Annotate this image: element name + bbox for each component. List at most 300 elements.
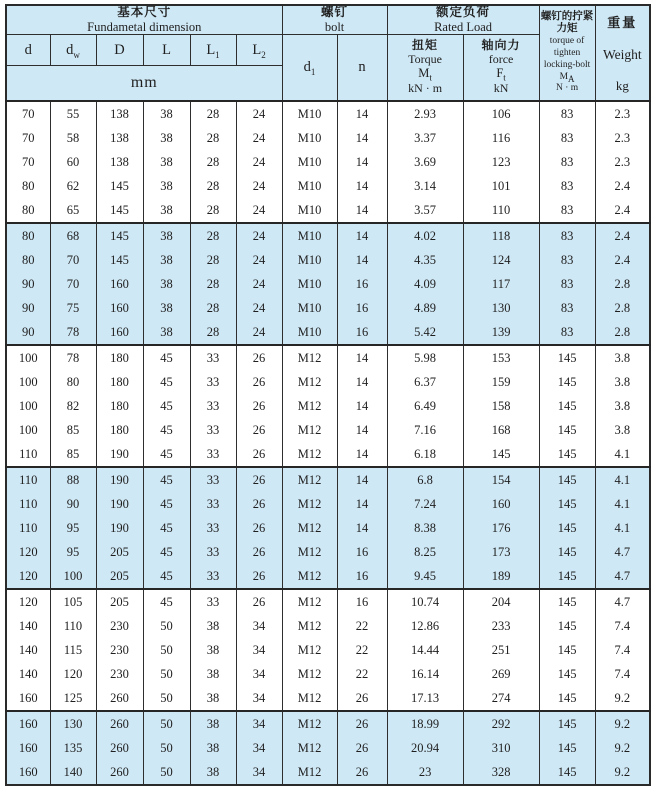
cell-L1: 33 [190, 564, 236, 589]
cell-force: 118 [463, 223, 539, 248]
cell-n: 14 [337, 174, 387, 198]
cell-ma: 145 [539, 492, 595, 516]
cell-L: 50 [143, 662, 190, 686]
force-symbol: $F_t$ [496, 66, 506, 83]
cell-D: 138 [96, 126, 143, 150]
cell-D: 205 [96, 589, 143, 614]
cell-D: 180 [96, 394, 143, 418]
table-row [6, 174, 650, 198]
cell-ma: 145 [539, 370, 595, 394]
cell-weight: 2.4 [595, 223, 650, 248]
cell-ma: 83 [539, 296, 595, 320]
header-tighten-symbol: $M_A$ [559, 71, 575, 84]
cell-weight: 2.4 [595, 198, 650, 223]
cell-d1: M10 [282, 150, 337, 174]
cell-torque: 17.13 [387, 686, 463, 711]
cell-ma: 83 [539, 198, 595, 223]
cell-force: 173 [463, 540, 539, 564]
cell-d: 100 [6, 418, 50, 442]
cell-L2: 24 [236, 174, 282, 198]
cell-dw: 110 [50, 614, 96, 638]
cell-L2: 34 [236, 638, 282, 662]
cell-torque: 6.18 [387, 442, 463, 467]
cell-L1: 28 [190, 223, 236, 248]
cell-L2: 24 [236, 320, 282, 345]
cell-weight: 2.4 [595, 174, 650, 198]
cell-d: 70 [6, 101, 50, 126]
cell-force: 124 [463, 248, 539, 272]
cell-D: 190 [96, 516, 143, 540]
header-dim-zh: 基本尺寸 [117, 5, 172, 19]
cell-n: 14 [337, 418, 387, 442]
header-load-zh: 额定负荷 [436, 5, 491, 19]
table-row [6, 394, 650, 418]
cell-d: 160 [6, 711, 50, 736]
torque-symbol: $M_t$ [418, 66, 432, 83]
cell-ma: 83 [539, 320, 595, 345]
cell-ma: 145 [539, 686, 595, 711]
cell-n: 14 [337, 101, 387, 126]
cell-D: 205 [96, 564, 143, 589]
header-tighten-en1: torque of [549, 35, 585, 46]
table-row [6, 370, 650, 394]
cell-n: 14 [337, 394, 387, 418]
cell-L2: 24 [236, 248, 282, 272]
cell-dw: 68 [50, 223, 96, 248]
cell-torque: 3.57 [387, 198, 463, 223]
table-row [6, 345, 650, 370]
cell-L: 50 [143, 736, 190, 760]
cell-L2: 34 [236, 662, 282, 686]
cell-L: 50 [143, 686, 190, 711]
table-row [6, 320, 650, 345]
cell-D: 160 [96, 320, 143, 345]
header-tighten-en3: locking-bolt [543, 59, 591, 70]
cell-torque: 9.45 [387, 564, 463, 589]
cell-torque: 4.89 [387, 296, 463, 320]
table-row [6, 418, 650, 442]
cell-L2: 26 [236, 345, 282, 370]
cell-L1: 28 [190, 174, 236, 198]
cell-weight: 2.3 [595, 101, 650, 126]
cell-d: 120 [6, 589, 50, 614]
cell-dw: 100 [50, 564, 96, 589]
cell-weight: 2.3 [595, 150, 650, 174]
table-row [6, 760, 650, 785]
cell-L1: 33 [190, 442, 236, 467]
col-header-n: n [337, 35, 387, 102]
col-header-force [463, 35, 539, 102]
cell-dw: 85 [50, 418, 96, 442]
cell-ma: 145 [539, 418, 595, 442]
cell-L: 50 [143, 638, 190, 662]
cell-ma: 145 [539, 662, 595, 686]
cell-L1: 33 [190, 540, 236, 564]
cell-n: 14 [337, 516, 387, 540]
cell-dw: 135 [50, 736, 96, 760]
cell-ma: 145 [539, 736, 595, 760]
table-row [6, 662, 650, 686]
col-header-L2: $L_2$ [236, 35, 282, 66]
cell-L1: 38 [190, 662, 236, 686]
cell-force: 139 [463, 320, 539, 345]
header-tighten-en2: tighten [553, 47, 581, 58]
cell-L: 38 [143, 272, 190, 296]
cell-L: 45 [143, 418, 190, 442]
cell-L1: 28 [190, 272, 236, 296]
cell-torque: 20.94 [387, 736, 463, 760]
cell-dw: 70 [50, 272, 96, 296]
cell-L: 38 [143, 248, 190, 272]
cell-ma: 145 [539, 638, 595, 662]
cell-dw: 90 [50, 492, 96, 516]
cell-d: 160 [6, 686, 50, 711]
cell-L2: 24 [236, 223, 282, 248]
cell-L2: 34 [236, 711, 282, 736]
cell-L1: 28 [190, 101, 236, 126]
cell-L1: 38 [190, 686, 236, 711]
cell-dw: 75 [50, 296, 96, 320]
cell-torque: 3.69 [387, 150, 463, 174]
cell-L: 45 [143, 345, 190, 370]
cell-dw: 70 [50, 248, 96, 272]
cell-D: 190 [96, 442, 143, 467]
cell-d1: M12 [282, 418, 337, 442]
cell-d: 100 [6, 370, 50, 394]
cell-force: 158 [463, 394, 539, 418]
cell-d: 80 [6, 174, 50, 198]
cell-d: 120 [6, 564, 50, 589]
cell-d: 90 [6, 320, 50, 345]
cell-ma: 145 [539, 442, 595, 467]
cell-weight: 4.7 [595, 540, 650, 564]
cell-d: 100 [6, 394, 50, 418]
table-row [6, 248, 650, 272]
cell-n: 14 [337, 442, 387, 467]
cell-d1: M12 [282, 540, 337, 564]
cell-D: 205 [96, 540, 143, 564]
force-zh: 轴向力 [481, 38, 521, 53]
cell-ma: 145 [539, 614, 595, 638]
cell-L2: 24 [236, 272, 282, 296]
cell-torque: 8.38 [387, 516, 463, 540]
cell-L2: 26 [236, 442, 282, 467]
cell-n: 26 [337, 760, 387, 785]
cell-force: 154 [463, 467, 539, 492]
table-row [6, 589, 650, 614]
table-row [6, 126, 650, 150]
cell-d1: M12 [282, 564, 337, 589]
cell-torque: 5.42 [387, 320, 463, 345]
cell-weight: 3.8 [595, 370, 650, 394]
cell-weight: 2.8 [595, 296, 650, 320]
cell-d: 100 [6, 345, 50, 370]
table-row [6, 614, 650, 638]
cell-weight: 9.2 [595, 736, 650, 760]
cell-D: 260 [96, 736, 143, 760]
unit-mm-cell: mm [6, 66, 282, 102]
cell-L2: 24 [236, 150, 282, 174]
cell-d: 80 [6, 223, 50, 248]
cell-ma: 145 [539, 345, 595, 370]
cell-L2: 24 [236, 296, 282, 320]
cell-D: 145 [96, 198, 143, 223]
cell-ma: 145 [539, 467, 595, 492]
cell-weight: 9.2 [595, 711, 650, 736]
cell-n: 16 [337, 564, 387, 589]
cell-D: 145 [96, 174, 143, 198]
cell-dw: 130 [50, 711, 96, 736]
cell-L1: 28 [190, 296, 236, 320]
cell-dw: 55 [50, 101, 96, 126]
cell-dw: 88 [50, 467, 96, 492]
cell-L2: 34 [236, 614, 282, 638]
cell-weight: 4.1 [595, 492, 650, 516]
cell-L: 38 [143, 198, 190, 223]
table-row [6, 223, 650, 248]
cell-torque: 4.35 [387, 248, 463, 272]
cell-ma: 83 [539, 101, 595, 126]
cell-dw: 60 [50, 150, 96, 174]
cell-ma: 83 [539, 126, 595, 150]
cell-n: 26 [337, 736, 387, 760]
cell-L: 45 [143, 540, 190, 564]
cell-L: 45 [143, 492, 190, 516]
cell-torque: 6.37 [387, 370, 463, 394]
cell-force: 106 [463, 101, 539, 126]
cell-D: 145 [96, 223, 143, 248]
torque-zh: 扭矩 [412, 38, 439, 53]
cell-D: 145 [96, 248, 143, 272]
cell-n: 26 [337, 686, 387, 711]
cell-dw: 82 [50, 394, 96, 418]
cell-torque: 2.93 [387, 101, 463, 126]
cell-torque: 5.98 [387, 345, 463, 370]
cell-ma: 145 [539, 516, 595, 540]
cell-D: 230 [96, 638, 143, 662]
cell-d: 110 [6, 492, 50, 516]
cell-L: 38 [143, 101, 190, 126]
cell-n: 22 [337, 614, 387, 638]
cell-weight: 7.4 [595, 638, 650, 662]
cell-ma: 83 [539, 248, 595, 272]
header-load-en: Rated Load [434, 19, 493, 34]
cell-D: 260 [96, 686, 143, 711]
cell-force: 101 [463, 174, 539, 198]
cell-L2: 26 [236, 516, 282, 540]
cell-weight: 4.7 [595, 589, 650, 614]
header-weight [595, 5, 650, 101]
cell-dw: 58 [50, 126, 96, 150]
force-en: force [488, 51, 514, 66]
cell-L2: 24 [236, 126, 282, 150]
cell-d1: M12 [282, 516, 337, 540]
cell-L1: 38 [190, 760, 236, 785]
cell-torque: 12.86 [387, 614, 463, 638]
cell-L: 38 [143, 150, 190, 174]
cell-weight: 2.8 [595, 320, 650, 345]
cell-force: 274 [463, 686, 539, 711]
cell-L2: 26 [236, 540, 282, 564]
cell-L: 45 [143, 589, 190, 614]
cell-d1: M10 [282, 126, 337, 150]
table-row [6, 101, 650, 126]
cell-L1: 38 [190, 638, 236, 662]
cell-force: 310 [463, 736, 539, 760]
cell-L2: 24 [236, 101, 282, 126]
cell-force: 110 [463, 198, 539, 223]
cell-weight: 2.8 [595, 272, 650, 296]
cell-d: 90 [6, 272, 50, 296]
cell-L2: 34 [236, 686, 282, 711]
cell-weight: 4.1 [595, 442, 650, 467]
cell-L2: 26 [236, 492, 282, 516]
cell-n: 16 [337, 320, 387, 345]
table-row [6, 442, 650, 467]
cell-weight: 2.3 [595, 126, 650, 150]
cell-D: 138 [96, 101, 143, 126]
col-header-d: d [6, 35, 50, 66]
cell-L1: 38 [190, 614, 236, 638]
header-weight-zh: 重量 [607, 15, 638, 31]
cell-L: 45 [143, 394, 190, 418]
cell-d1: M12 [282, 492, 337, 516]
torque-en: Torque [408, 51, 442, 66]
cell-D: 260 [96, 760, 143, 785]
cell-d: 110 [6, 467, 50, 492]
cell-torque: 6.49 [387, 394, 463, 418]
cell-L1: 33 [190, 345, 236, 370]
cell-weight: 3.8 [595, 418, 650, 442]
cell-d1: M12 [282, 614, 337, 638]
cell-force: 189 [463, 564, 539, 589]
cell-d: 80 [6, 248, 50, 272]
cell-weight: 2.4 [595, 248, 650, 272]
cell-n: 16 [337, 272, 387, 296]
cell-dw: 105 [50, 589, 96, 614]
cell-d1: M12 [282, 370, 337, 394]
cell-D: 180 [96, 345, 143, 370]
cell-D: 180 [96, 418, 143, 442]
cell-d1: M10 [282, 198, 337, 223]
table-row [6, 564, 650, 589]
table-header [6, 5, 650, 101]
table-row [6, 272, 650, 296]
cell-dw: 78 [50, 320, 96, 345]
table-row [6, 638, 650, 662]
cell-torque: 7.24 [387, 492, 463, 516]
cell-force: 117 [463, 272, 539, 296]
cell-dw: 115 [50, 638, 96, 662]
cell-weight: 4.1 [595, 516, 650, 540]
cell-dw: 80 [50, 370, 96, 394]
cell-d1: M12 [282, 589, 337, 614]
table-row [6, 492, 650, 516]
cell-L: 38 [143, 320, 190, 345]
cell-L2: 26 [236, 589, 282, 614]
cell-force: 269 [463, 662, 539, 686]
cell-d: 120 [6, 540, 50, 564]
cell-d1: M12 [282, 760, 337, 785]
cell-D: 190 [96, 492, 143, 516]
table-row [6, 516, 650, 540]
cell-ma: 83 [539, 223, 595, 248]
cell-L1: 33 [190, 467, 236, 492]
cell-force: 130 [463, 296, 539, 320]
cell-L1: 33 [190, 370, 236, 394]
cell-force: 204 [463, 589, 539, 614]
cell-L2: 26 [236, 418, 282, 442]
cell-force: 233 [463, 614, 539, 638]
cell-n: 14 [337, 223, 387, 248]
cell-L1: 33 [190, 418, 236, 442]
cell-L1: 33 [190, 394, 236, 418]
cell-ma: 83 [539, 174, 595, 198]
cell-L1: 28 [190, 320, 236, 345]
cell-d1: M12 [282, 686, 337, 711]
cell-n: 14 [337, 198, 387, 223]
cell-L2: 34 [236, 760, 282, 785]
cell-D: 230 [96, 614, 143, 638]
cell-n: 14 [337, 345, 387, 370]
cell-D: 230 [96, 662, 143, 686]
cell-L: 50 [143, 711, 190, 736]
cell-L2: 26 [236, 394, 282, 418]
cell-dw: 85 [50, 442, 96, 467]
cell-force: 123 [463, 150, 539, 174]
cell-L2: 26 [236, 564, 282, 589]
cell-d1: M10 [282, 101, 337, 126]
cell-L: 50 [143, 760, 190, 785]
header-tighten-zh1: 螺钉的拧紧 [540, 10, 594, 22]
cell-d1: M12 [282, 345, 337, 370]
cell-d: 110 [6, 516, 50, 540]
cell-L: 45 [143, 516, 190, 540]
col-header-L1: $L_1$ [190, 35, 236, 66]
cell-d1: M10 [282, 296, 337, 320]
cell-D: 260 [96, 711, 143, 736]
cell-weight: 7.4 [595, 662, 650, 686]
cell-weight: 9.2 [595, 760, 650, 785]
cell-force: 251 [463, 638, 539, 662]
cell-dw: 125 [50, 686, 96, 711]
header-weight-en: Weight [602, 46, 642, 62]
cell-n: 14 [337, 150, 387, 174]
cell-dw: 95 [50, 516, 96, 540]
cell-d: 160 [6, 760, 50, 785]
cell-L1: 33 [190, 492, 236, 516]
cell-L1: 28 [190, 126, 236, 150]
cell-d1: M12 [282, 394, 337, 418]
cell-L1: 33 [190, 589, 236, 614]
cell-d1: M10 [282, 248, 337, 272]
cell-d1: M12 [282, 711, 337, 736]
table-row [6, 686, 650, 711]
cell-d1: M12 [282, 662, 337, 686]
header-bolt-zh: 螺钉 [321, 5, 349, 19]
cell-n: 14 [337, 492, 387, 516]
header-rated-load [387, 5, 539, 35]
cell-d: 160 [6, 736, 50, 760]
cell-n: 16 [337, 540, 387, 564]
cell-D: 180 [96, 370, 143, 394]
cell-n: 22 [337, 662, 387, 686]
cell-force: 328 [463, 760, 539, 785]
header-dim-en: Fundametal dimension [87, 19, 202, 34]
cell-L1: 28 [190, 248, 236, 272]
header-tighten-unit: N · m [555, 83, 579, 94]
cell-force: 292 [463, 711, 539, 736]
